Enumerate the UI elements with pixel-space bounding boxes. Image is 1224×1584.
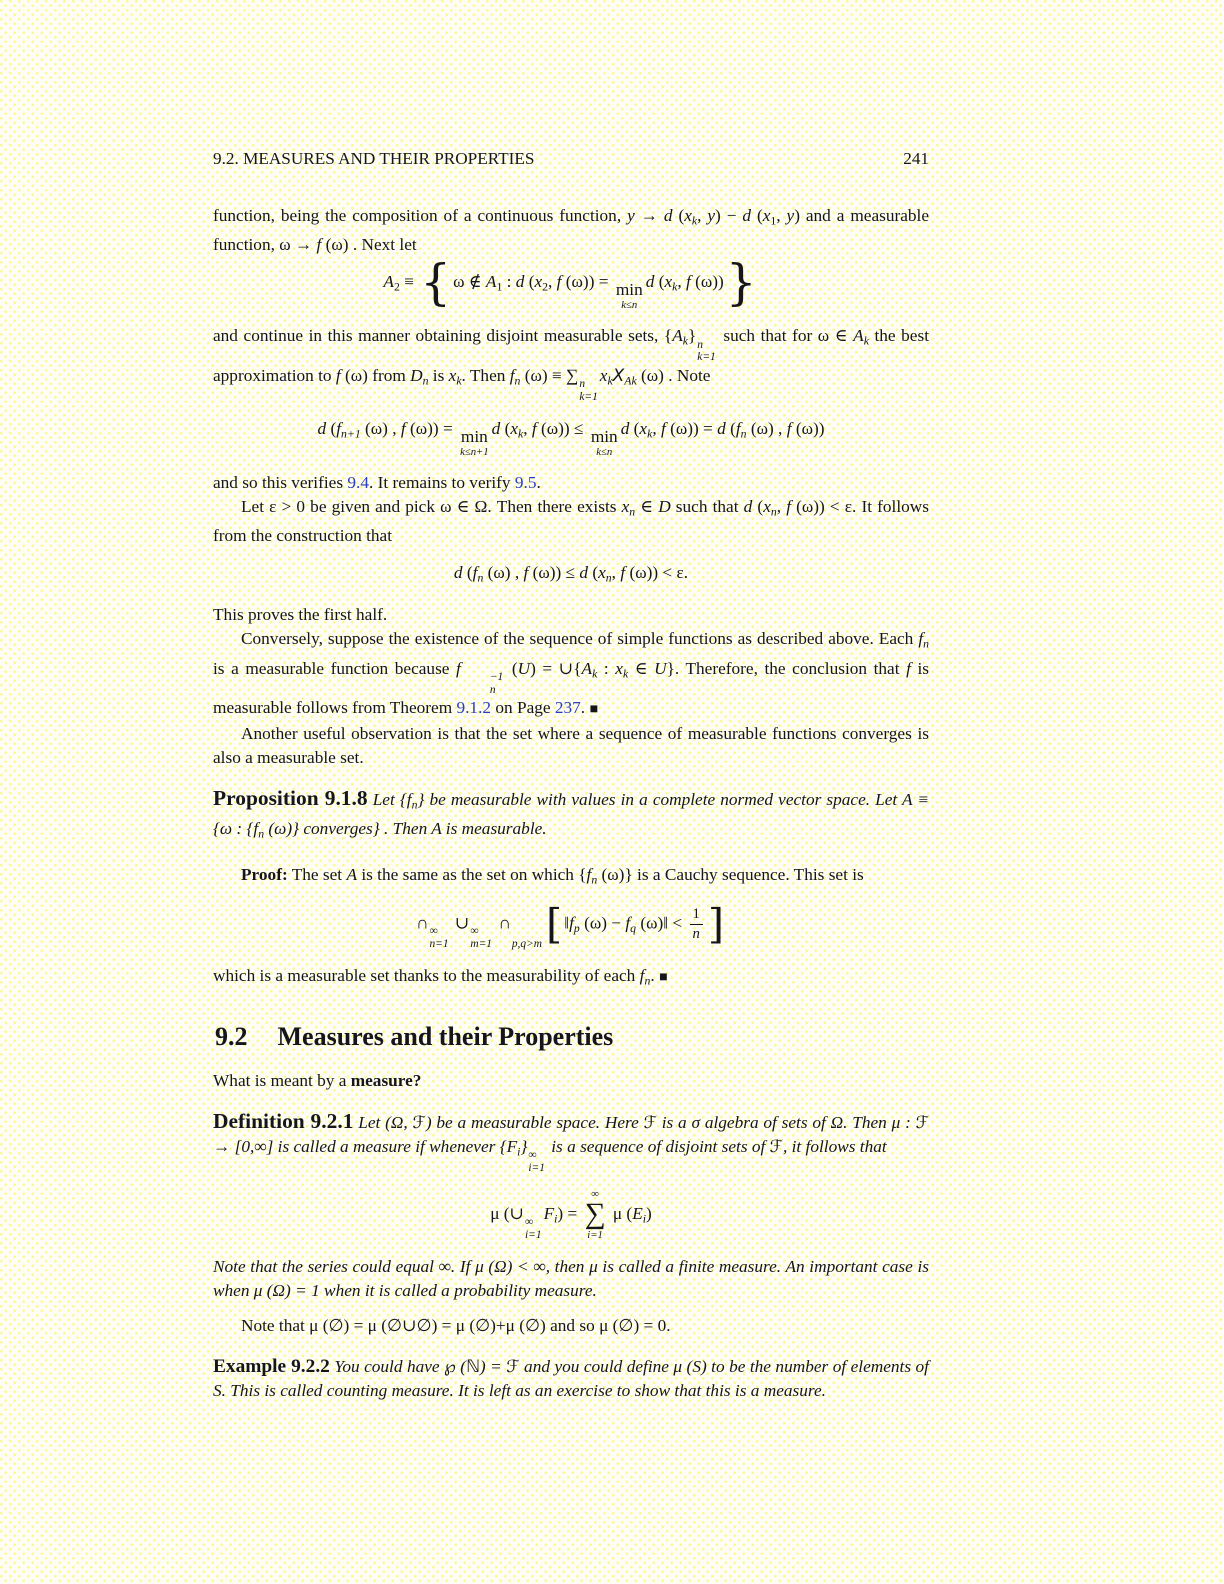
- text-run: S: [692, 1357, 701, 1377]
- qed-square: ■: [589, 701, 598, 718]
- text-run: (: [751, 206, 763, 225]
- text-run: x: [684, 206, 692, 225]
- text-run: ) be a measurable space. Here: [425, 1113, 644, 1133]
- text-run: (: [500, 419, 511, 439]
- text-run: f: [620, 563, 626, 583]
- text-run: (ω)): [791, 419, 825, 439]
- text-run: (ω)} converges} . Then: [264, 819, 432, 839]
- sup-sub-limits: [429, 925, 448, 951]
- text-run: (ω)): [690, 272, 724, 292]
- text-run: x: [534, 272, 543, 292]
- display-equation-measure: [213, 1188, 929, 1242]
- text-run: (: [462, 563, 473, 583]
- text-run: f: [456, 658, 461, 678]
- operator: min: [460, 426, 488, 446]
- display-equation-a2: $A_2$ ≡ { ω ∉ $A_1$ : d ($x_2$, f (ω)) = min k≤n d ($x_k$, f (ω))}: [383, 255, 757, 312]
- text-run: and you could define μ (: [519, 1357, 693, 1377]
- text-run: F: [506, 1136, 518, 1156]
- text-run: n: [258, 827, 265, 841]
- paragraph-observation: [213, 722, 929, 770]
- text-run: You could have: [334, 1357, 445, 1377]
- text-run: such that: [670, 497, 744, 517]
- text-run: ,: [677, 272, 686, 292]
- text-run: n: [477, 571, 484, 585]
- text-run: f: [253, 819, 259, 839]
- text-run: }. Therefore, the conclusion that: [666, 658, 907, 678]
- text-run: f: [472, 563, 478, 583]
- text-run: f: [400, 419, 406, 439]
- text-run: is measurable follows from Theorem: [213, 658, 930, 718]
- text-run: ω ∉: [453, 272, 486, 292]
- text-run: A: [672, 326, 683, 346]
- text-run: ,: [611, 563, 621, 583]
- text-run: n: [514, 374, 521, 388]
- limit-bottom: k≤n: [596, 445, 613, 458]
- superscript: ∞: [470, 925, 479, 938]
- subscript: i=1: [528, 1161, 545, 1174]
- text-run: and so this verifies: [213, 473, 348, 493]
- numerator: 1: [690, 906, 703, 925]
- text-run: on Page: [491, 698, 555, 718]
- text-run: n: [740, 427, 747, 441]
- text-run: (: [725, 419, 736, 439]
- cross-reference-link[interactable]: 9.1.2: [456, 698, 492, 718]
- math-operator-with-limits: [591, 428, 618, 458]
- text-run: (ω) . Next let: [321, 235, 417, 255]
- section-title: Measures and their Properties: [277, 1022, 614, 1052]
- text-run: d: [579, 563, 589, 583]
- text-run: ∪: [450, 913, 470, 933]
- paragraph-verifies: [213, 471, 929, 495]
- text-run: the best approximation to: [213, 326, 930, 386]
- text-run: d: [620, 419, 630, 439]
- text-run: f: [639, 965, 645, 985]
- operator: min: [590, 426, 618, 446]
- text-run: ,: [776, 206, 787, 225]
- text-run: ℱ: [412, 1112, 426, 1133]
- text-run: U: [654, 658, 667, 678]
- text-run: n: [629, 505, 636, 519]
- text-run: and continue in this manner obtaining disjoint measurable sets, {: [213, 326, 673, 346]
- text-run: d: [317, 419, 327, 439]
- text-run: →: [634, 206, 664, 225]
- text-run: A: [485, 272, 497, 292]
- sup-sub-limits: [579, 378, 597, 404]
- text-run: f: [685, 272, 691, 292]
- text-run: (ω) ,: [746, 419, 787, 439]
- cross-reference-link[interactable]: 9.4: [347, 473, 369, 493]
- text-run: x: [598, 563, 606, 583]
- text-run: , it follows that: [782, 1136, 887, 1156]
- text-run: d: [453, 563, 463, 583]
- text-run: k: [518, 427, 524, 441]
- text-run: (ω)) ≤: [536, 419, 588, 439]
- text-run: ‖: [564, 913, 570, 933]
- text-run: (ω) −: [579, 913, 626, 933]
- text-run: A: [853, 326, 864, 346]
- text-run: k: [691, 214, 698, 228]
- text-run: f: [531, 419, 537, 439]
- text-column: [213, 148, 929, 1403]
- text-run: 1: [496, 280, 503, 294]
- text-run: (ω)} is a Cauchy sequence. This set is: [597, 865, 864, 885]
- text-run: The set: [287, 865, 347, 885]
- text-run: x: [763, 497, 771, 517]
- text-run: (: [672, 206, 685, 225]
- text-run: Note that the series could equal ∞. If μ (Ω) < ∞, then μ is called a finite measure. An important case is when μ (Ω) = 1 when it is called a probability measure.: [213, 1256, 929, 1300]
- display-equation-min-inequality: [213, 417, 929, 458]
- subscript: k=1: [697, 351, 716, 364]
- sup-sub-limits: [528, 1149, 545, 1175]
- text-run: ) and a measurable function, ω →: [213, 206, 930, 255]
- paragraph-first-half: [213, 603, 929, 627]
- text-run: E: [632, 1203, 643, 1223]
- text-run: ℱ: [643, 1112, 657, 1133]
- running-head: [213, 148, 929, 170]
- text-run: X: [612, 365, 625, 386]
- text-run: ) −: [715, 206, 743, 225]
- text-run: .: [536, 473, 541, 493]
- text-run: f: [316, 235, 322, 255]
- paragraph-proof: [213, 863, 929, 892]
- paragraph-conversely: [213, 627, 929, 722]
- text-run: y: [707, 206, 716, 225]
- text-run: i: [517, 1145, 521, 1159]
- text-run: }: [688, 326, 697, 346]
- text-run: ,: [697, 206, 708, 225]
- text-run: (ω)) ≤: [528, 563, 580, 583]
- text-run: f: [336, 419, 342, 439]
- sup-sub-limits: [512, 925, 542, 951]
- text-run: (ω) . Note: [636, 366, 711, 386]
- text-run: is a measurable function because: [213, 658, 457, 678]
- text-run: ) = ∪{: [530, 658, 582, 678]
- text-run: d: [742, 206, 752, 225]
- text-run: y: [627, 206, 635, 225]
- text-run: Note that μ (∅) = μ (∅∪∅) = μ (∅)+μ (∅) and so μ (∅) = 0.: [241, 1316, 671, 1336]
- text-run: (: [588, 563, 599, 583]
- text-run: x: [664, 272, 673, 292]
- definition-9-2-1: [213, 1110, 929, 1175]
- paragraph-note-empty-set: [213, 1314, 929, 1338]
- text-run: n: [411, 798, 418, 812]
- superscript: n: [697, 338, 703, 351]
- text-run: x: [599, 366, 608, 386]
- text-run: f: [523, 563, 529, 583]
- text-run: (ω)) < ε.: [625, 563, 689, 583]
- text-run: 1: [770, 214, 777, 228]
- text-run: f: [786, 419, 792, 439]
- text-run: A: [581, 658, 593, 678]
- text-run: A: [902, 789, 913, 809]
- text-run: n: [770, 505, 777, 519]
- section-number: 9.2: [215, 1022, 248, 1052]
- text-run: D: [410, 366, 423, 386]
- text-run: (ω) ,: [360, 419, 401, 439]
- text-run: x: [615, 658, 623, 678]
- text-run: d: [663, 206, 673, 225]
- superscript: ∞: [429, 925, 438, 938]
- text-run: is a σ algebra of sets of Ω. Then μ :: [656, 1113, 916, 1133]
- text-run: (: [505, 658, 518, 678]
- section-heading: [215, 1021, 929, 1053]
- text-run: Let ε > 0 be given and pick ω ∈ Ω. Then there exists: [241, 497, 622, 517]
- text-run: n+1: [341, 427, 361, 441]
- text-run: Conversely, suppose the existence of the sequence of simple functions as described above. Each: [241, 629, 919, 649]
- text-run: is measurable.: [441, 819, 547, 839]
- text-run: ≡ {ω : {: [213, 789, 929, 839]
- text-run: U: [517, 658, 531, 678]
- math-operator-with-limits: [616, 281, 643, 311]
- text-run: k: [672, 280, 678, 294]
- text-run: d: [515, 272, 525, 292]
- text-run: ) =: [557, 1203, 582, 1223]
- text-run: n: [422, 374, 429, 388]
- text-run: Another useful observation is that the set where a sequence of measurable functions converges is also a measurable set.: [213, 724, 929, 768]
- text-run: D: [658, 497, 671, 517]
- text-run: A: [346, 865, 357, 885]
- text-run: n: [605, 571, 612, 585]
- limit-bottom: k≤n+1: [460, 445, 489, 458]
- text-run: (: [629, 419, 640, 439]
- text-run: F: [543, 1203, 555, 1223]
- text-run: → [0,∞] is called a measure if whenever {: [213, 1136, 507, 1156]
- paragraph-measurable-set: [213, 964, 929, 993]
- paragraph-continuation: [213, 204, 929, 257]
- text-run: Let {: [372, 789, 407, 809]
- text-run: (: [326, 419, 337, 439]
- paragraph-epsilon: [213, 495, 929, 548]
- sup-sub-limits: [462, 671, 503, 697]
- text-run: q: [630, 921, 637, 935]
- text-run: :: [502, 272, 516, 292]
- text-run: ℱ: [915, 1112, 929, 1133]
- qed-square: ■: [658, 968, 668, 985]
- paragraph-disjoint-sets: [213, 324, 929, 404]
- text-run: ℘: [444, 1356, 456, 1377]
- text-run: Example 9.2.2: [213, 1356, 330, 1378]
- subscript: n=1: [429, 938, 449, 951]
- operator: ∑: [584, 1198, 606, 1230]
- text-run: A: [431, 819, 442, 839]
- denominator: n: [692, 925, 700, 942]
- text-run: Proposition 9.1.8: [213, 785, 368, 810]
- subscript: n: [489, 683, 496, 696]
- subscript: p,q>m: [511, 938, 543, 951]
- text-run: .: [650, 965, 659, 985]
- text-run: d: [491, 419, 501, 439]
- superscript: ∞: [525, 1215, 534, 1228]
- text-run: f: [906, 658, 911, 678]
- text-run: :: [597, 658, 616, 678]
- text-run: i: [642, 1212, 647, 1226]
- text-run: d: [717, 419, 726, 439]
- text-run: x: [639, 419, 648, 439]
- proposition-9-1-8: [213, 787, 929, 847]
- paragraph-note-series: [213, 1255, 929, 1303]
- example-9-2-2: [213, 1355, 929, 1403]
- text-run: μ (: [608, 1203, 633, 1223]
- text-run: function, being the composition of a continuous function,: [213, 206, 628, 225]
- text-run: f: [556, 272, 562, 292]
- text-run: k: [622, 667, 629, 681]
- text-run: (ω) ≡ ∑: [520, 366, 579, 386]
- text-run: d: [743, 497, 753, 517]
- superscript: −1: [489, 670, 504, 683]
- text-run: x: [762, 206, 771, 225]
- text-run: ,: [548, 272, 557, 292]
- cross-reference-link[interactable]: 9.5: [514, 473, 537, 493]
- sup-sub-limits: [525, 1216, 542, 1242]
- text-run: ∈: [635, 497, 659, 517]
- text-run: k: [607, 374, 613, 388]
- superscript: n: [579, 378, 586, 391]
- text-run: 2: [393, 280, 400, 294]
- text-run: measure?: [350, 1071, 422, 1091]
- text-run: ℱ: [506, 1356, 520, 1377]
- superscript: [512, 925, 515, 938]
- display-equation-epsilon-bound: [213, 561, 929, 590]
- math-operator-with-limits: [460, 428, 489, 458]
- fraction: [690, 906, 703, 943]
- text-run: f: [786, 497, 791, 517]
- text-run: x: [448, 366, 457, 386]
- subscript: k=1: [579, 391, 598, 404]
- text-run: ) to be the number of elements of: [700, 1357, 929, 1377]
- text-run: S: [213, 1380, 222, 1400]
- subscript: m=1: [470, 938, 492, 951]
- text-run: Proof:: [241, 865, 288, 885]
- text-run: .: [580, 698, 590, 718]
- text-run: y: [786, 206, 795, 225]
- text-run: which is a measurable set thanks to the measurability of each: [213, 965, 640, 985]
- running-head-title: 9.2. MEASURES AND THEIR PROPERTIES: [213, 149, 535, 168]
- text-run: μ (∪: [490, 1203, 525, 1223]
- text-run: ≡: [399, 272, 419, 292]
- limit-top: ∞: [591, 1187, 599, 1200]
- text-run: (ω) from: [340, 366, 411, 386]
- text-run: ℱ: [769, 1135, 783, 1156]
- text-run: ∈: [628, 658, 655, 678]
- paragraph-measure-question: [213, 1069, 929, 1093]
- text-run: x: [510, 419, 519, 439]
- text-run: ∩: [494, 913, 511, 933]
- text-run: (: [524, 272, 535, 292]
- text-run: (ω)) =: [665, 419, 718, 439]
- text-run: This proves the first half.: [213, 605, 388, 625]
- text-run: is a sequence of disjoint sets of: [546, 1136, 770, 1156]
- text-run: ,: [523, 419, 532, 439]
- operator: min: [615, 279, 643, 299]
- text-run: . This is called counting measure. It is left as an exercise to show that this is a measure.: [221, 1380, 826, 1400]
- text-run: Ak: [624, 374, 637, 388]
- text-run: f: [918, 629, 924, 649]
- text-run: . It remains to verify: [369, 473, 515, 493]
- text-run: (ω)) =: [561, 272, 613, 292]
- display-equation-cauchy-set: ∩ ∞ n=1 ∪ ∞ m=1 ∩ p,q>m [ $‖f_p$ $(\omega) - f_q$ (ω)‖ < $\frac{1}{n}$ ]: [415, 899, 725, 951]
- text-run: A: [383, 272, 394, 292]
- text-run: x: [621, 497, 630, 517]
- text-run: . Then: [461, 366, 510, 386]
- text-run: f: [586, 865, 592, 885]
- subscript: i=1: [525, 1228, 542, 1241]
- text-run: is the same as the set on which {: [357, 865, 587, 885]
- text-run: f: [335, 366, 341, 386]
- text-run: ,: [652, 419, 661, 439]
- text-run: n: [923, 637, 929, 651]
- text-run: ,: [776, 497, 787, 517]
- text-run: f: [569, 913, 574, 933]
- text-run: What is meant by a: [213, 1071, 351, 1091]
- text-run: (ω)) < ε. It follows from the construction that: [213, 497, 929, 546]
- text-run: ): [646, 1203, 652, 1223]
- cross-reference-link[interactable]: 237: [554, 698, 581, 718]
- text-run: f: [509, 366, 515, 386]
- text-run: }: [520, 1136, 528, 1156]
- text-run: p: [573, 921, 580, 935]
- text-run: f: [625, 913, 631, 933]
- superscript: ∞: [528, 1149, 537, 1162]
- text-run: n: [644, 974, 651, 988]
- text-run: k: [456, 374, 462, 388]
- text-run: is: [428, 366, 449, 386]
- text-run: k: [647, 427, 653, 441]
- text-run: f: [660, 419, 666, 439]
- sup-sub-limits: [697, 339, 715, 365]
- text-run: (ω)) =: [405, 419, 458, 439]
- text-run: (: [752, 497, 764, 517]
- text-run: (ω) ,: [483, 563, 524, 583]
- text-run: (: [654, 272, 665, 292]
- limit-bottom: k≤n: [621, 299, 638, 312]
- text-run: } be measurable with values in a complete normed vector space. Let: [417, 789, 902, 809]
- page-number: 241: [903, 149, 929, 168]
- text-run: ∩: [415, 913, 429, 933]
- text-run: Definition 9.2.1: [213, 1109, 354, 1134]
- text-run: d: [645, 272, 655, 292]
- text-run: k: [863, 334, 869, 348]
- text-run: i: [554, 1212, 558, 1226]
- text-run: Let (Ω,: [358, 1113, 413, 1133]
- math-operator-with-limits: [585, 1188, 606, 1242]
- text-run: f: [406, 789, 412, 809]
- text-run: k: [682, 334, 688, 348]
- text-run: k: [592, 667, 598, 681]
- text-run: n: [591, 873, 598, 887]
- text-run: f: [735, 419, 741, 439]
- text-run: (ℕ) =: [455, 1357, 507, 1377]
- sup-sub-limits: [470, 925, 492, 951]
- text-run: such that for ω ∈: [717, 326, 854, 346]
- text-run: (ω)‖ <: [636, 913, 687, 933]
- limit-bottom: i=1: [587, 1229, 603, 1242]
- text-run: 2: [542, 280, 549, 294]
